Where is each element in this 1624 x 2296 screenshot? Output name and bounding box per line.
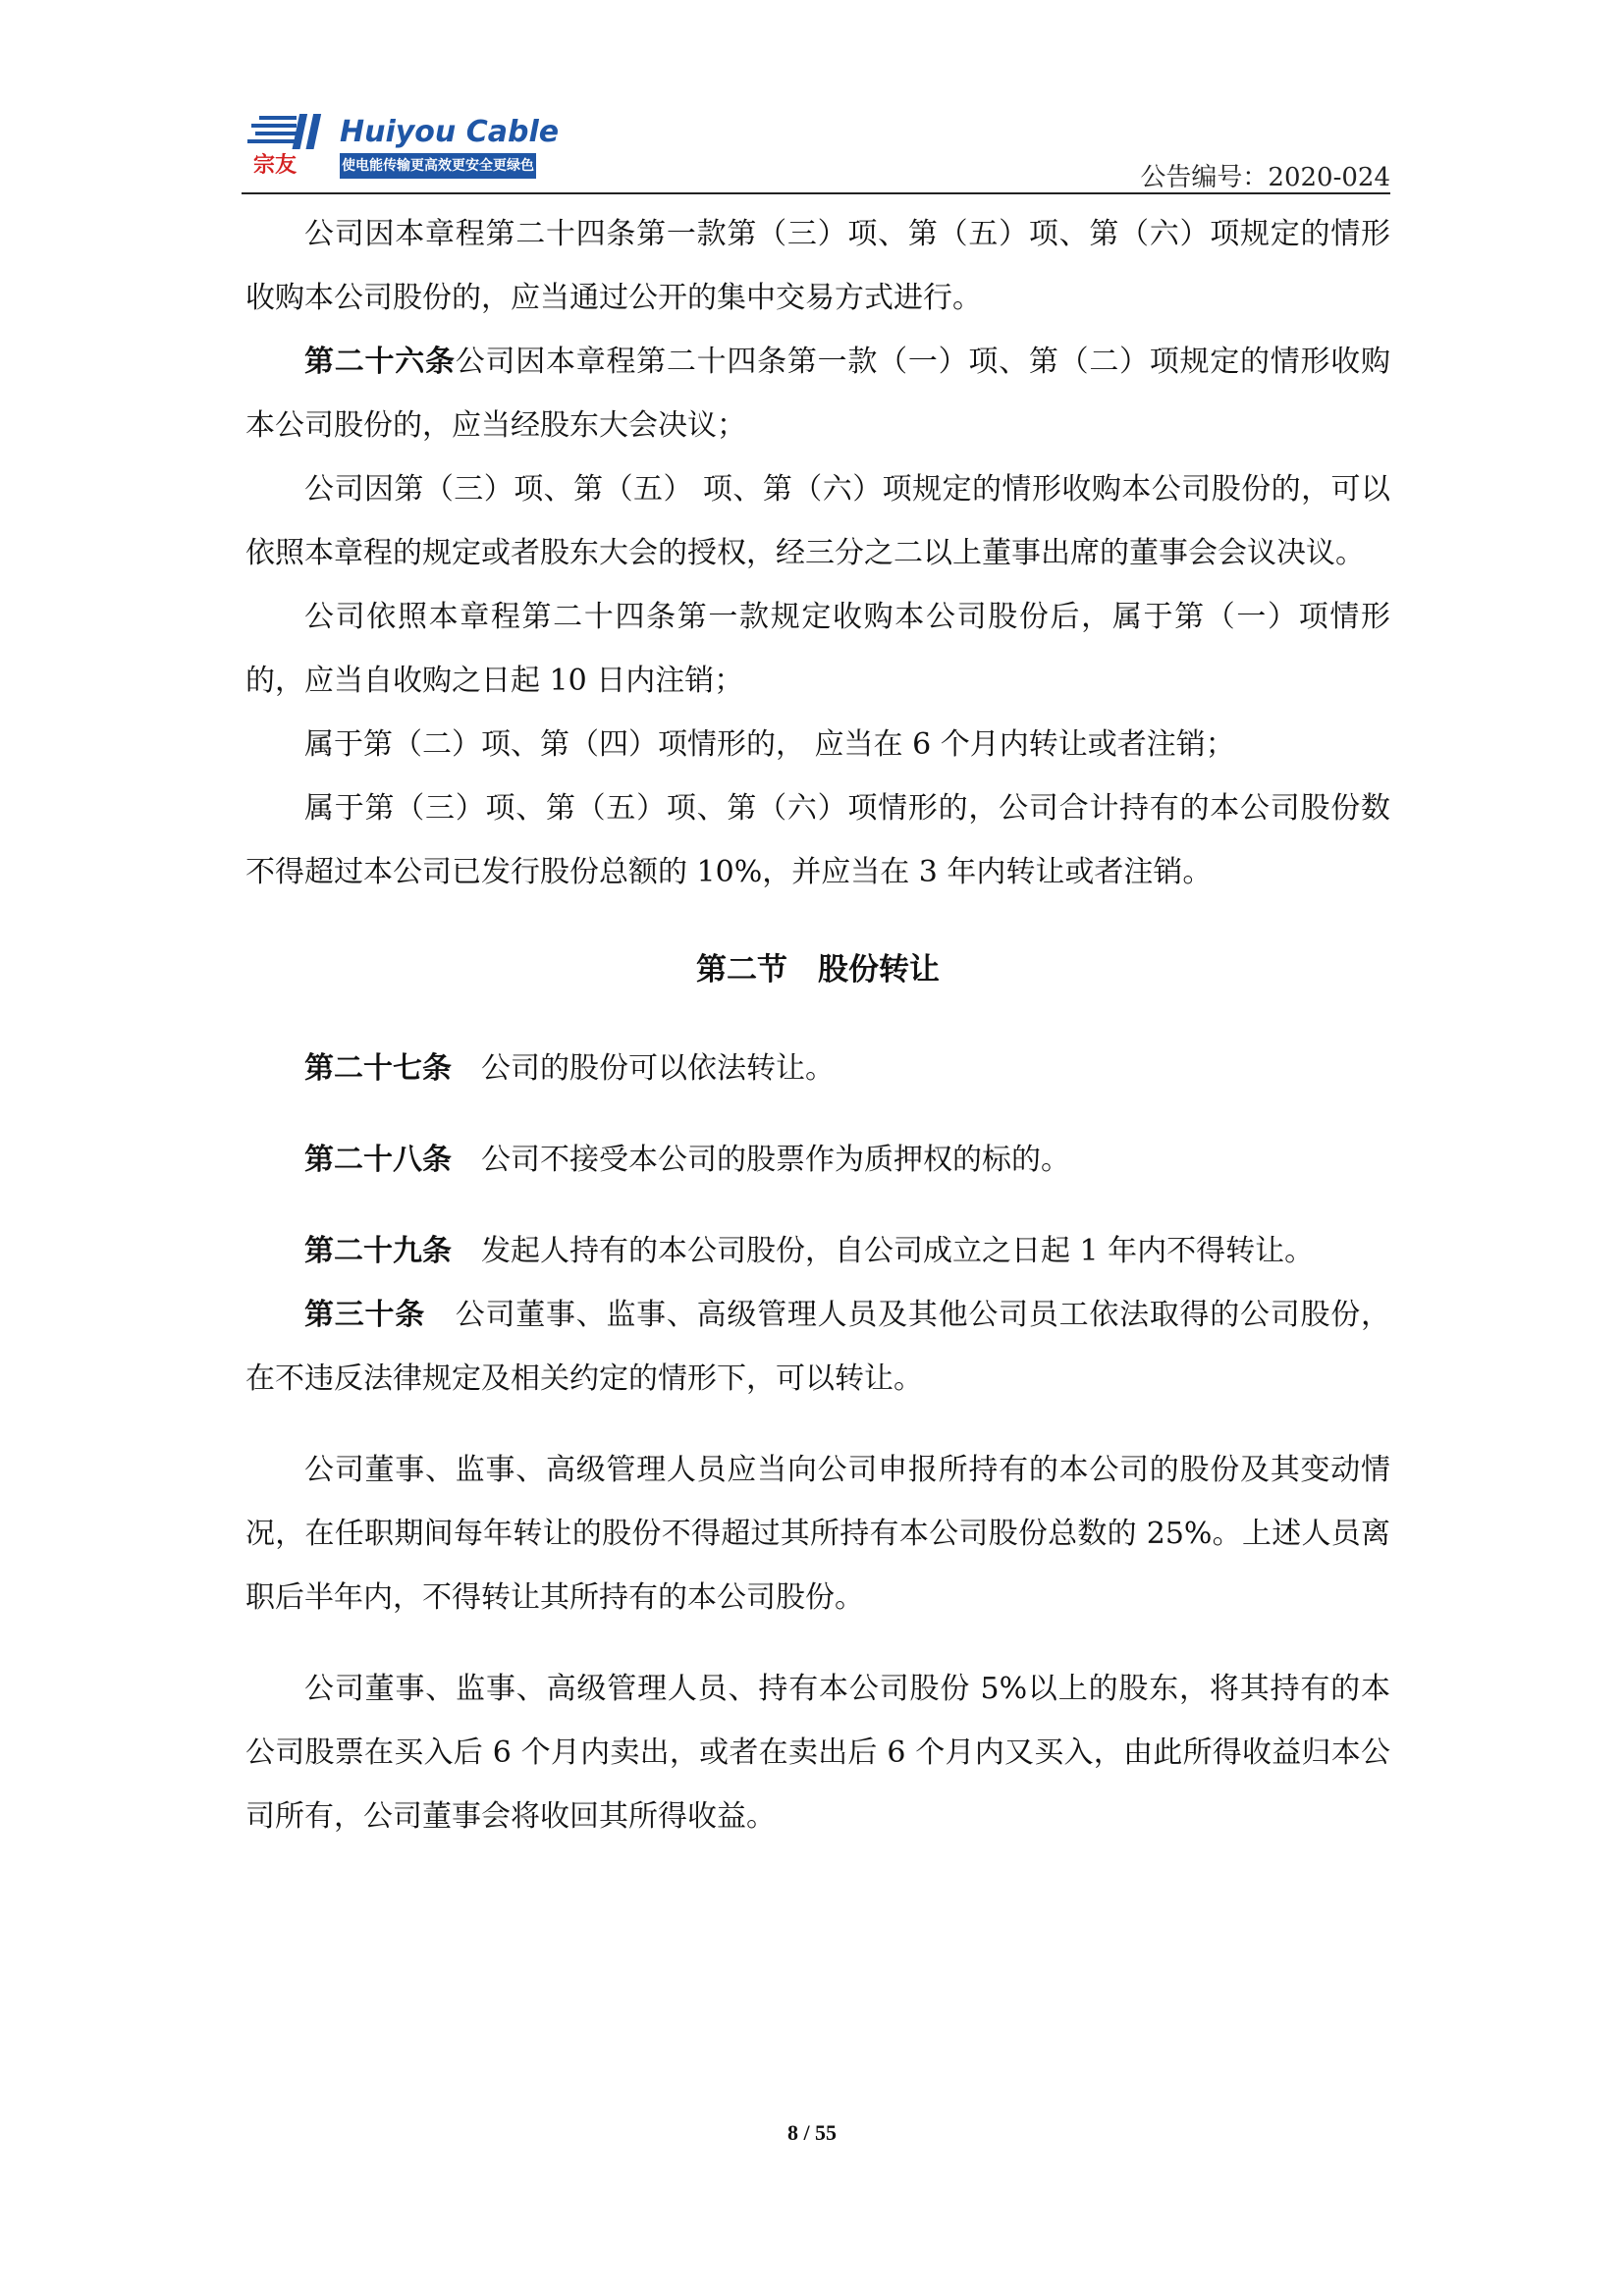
article-title: 第三十条 [304, 1298, 425, 1332]
article-text: 公司因本章程第二十四条第一款（一）项、第（二）项规定的情形收购本公司股份的，应当经股东大会决议； [245, 345, 1391, 443]
paragraph: 属于第（三）项、第（五）项、第（六）项情形的，公司合计持有的本公司股份数不得超过本公司已发行股份总额的 10%，并应当在 3 年内转让或者注销。 [245, 791, 1390, 889]
article-title: 第二十八条 [304, 1143, 452, 1177]
article-29 [245, 1219, 1390, 1283]
article-30 [245, 1283, 1390, 1411]
article-text: 公司董事、监事、高级管理人员及其他公司员工依法取得的公司股份，在不违反法律规定及相关约定的情形下，可以转让。 [245, 1298, 1391, 1396]
paragraph: 公司依照本章程第二十四条第一款规定收购本公司股份后，属于第（一）项情形的，应当自收购之日起 10 日内注销； [245, 600, 1390, 698]
announcement-number: 公告编号：2020-024 [1140, 163, 1390, 192]
paragraph: 公司董事、监事、高级管理人员、持有本公司股份 5%以上的股东，将其持有的本公司股票在买入后 6 个月内卖出，或者在卖出后 6 个月内又买入，由此所得收益归本公司所有，公司董事会将收回其所得收益。 [245, 1672, 1390, 1834]
page-header [242, 110, 1390, 198]
header-divider [242, 192, 1390, 194]
paragraph: 属于第（二）项、第（四）项情形的， 应当在 6 个月内转让或者注销； [304, 727, 1235, 762]
article-title: 第二十六条 [304, 345, 456, 379]
article-28 [245, 1128, 1390, 1192]
page-number: 8 / 55 [786, 2120, 838, 2145]
article-26 [245, 330, 1390, 457]
article-text: 公司的股份可以依法转让。 [452, 1051, 835, 1086]
article-title: 第二十九条 [304, 1234, 452, 1268]
paragraph: 公司因本章程第二十四条第一款第（三）项、第（五）项、第（六）项规定的情形收购本公司股份的，应当通过公开的集中交易方式进行。 [245, 217, 1390, 315]
article-title: 第二十七条 [304, 1051, 452, 1086]
document-body [245, 202, 1390, 1848]
brand-en-text: Huiyou Cable [340, 115, 560, 149]
paragraph: 公司因第（三）项、第（五） 项、第（六）项规定的情形收购本公司股份的，可以依照本章程的规定或者股东大会的授权，经三分之二以上董事出席的董事会会议决议。 [245, 472, 1390, 570]
article-text: 公司不接受本公司的股票作为质押权的标的。 [452, 1143, 1070, 1177]
paragraph: 公司董事、监事、高级管理人员应当向公司申报所持有的本公司的股份及其变动情况，在任职期间每年转让的股份不得超过其所持有本公司股份总数的 25%。上述人员离职后半年内，不得转让其所持有的本公司股份。 [245, 1453, 1390, 1615]
article-27 [245, 1037, 1390, 1100]
section-heading: 第二节 股份转让 [696, 952, 940, 988]
brand-cn-text: 宗友 [253, 153, 298, 178]
article-text: 发起人持有的本公司股份，自公司成立之日起 1 年内不得转让。 [452, 1234, 1315, 1268]
brand-slogan: 使电能传输更高效更安全更绿色 [340, 153, 536, 179]
